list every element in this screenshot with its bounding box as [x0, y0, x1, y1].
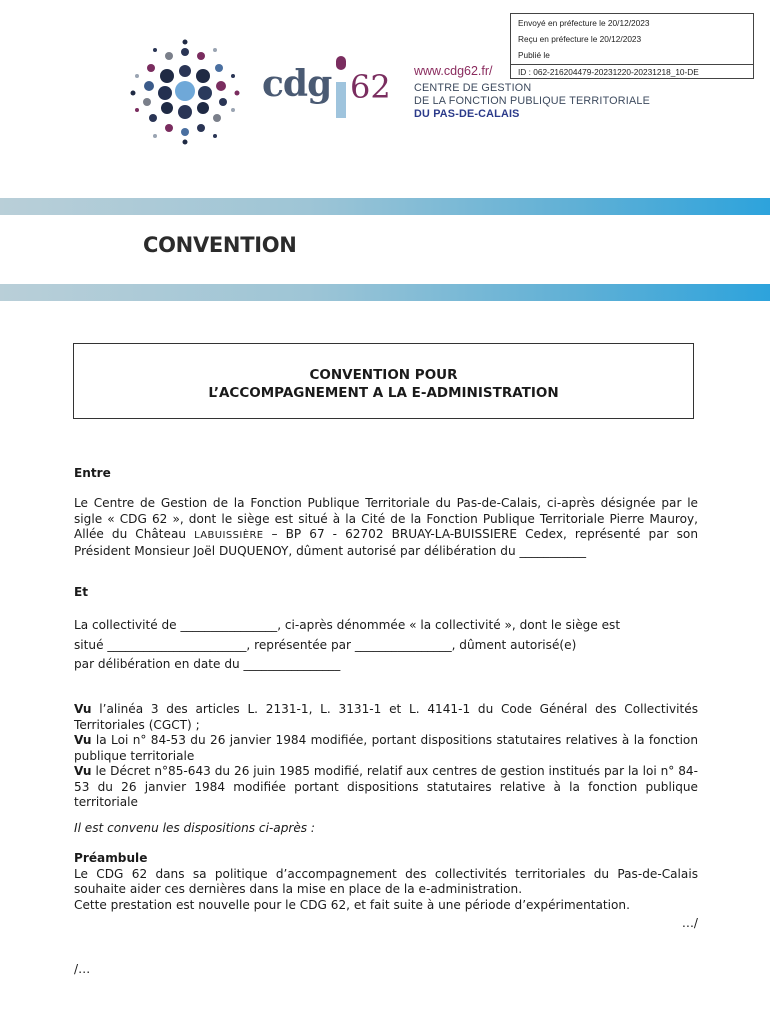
page-footer-marker: /… [74, 962, 91, 976]
preambule-section [74, 851, 698, 913]
et-label: Et [74, 585, 89, 599]
org-line-3: DU PAS-DE-CALAIS [414, 108, 520, 120]
website-link[interactable]: www.cdg62.fr/ [414, 64, 493, 78]
vu-label: Vu [74, 702, 92, 716]
header-band-bottom [0, 284, 770, 301]
preambule-text-2: Cette prestation est nouvelle pour le CDG 62, et fait suite à une période d’expérimentation. [74, 897, 630, 912]
cdg-para-part-1: Le Centre de Gestion de la Fonction Publique Territoriale du Pas-de-Calais, ci-après désignée par le sigle « CDG 62 », dont le siège est situé à la Cité de la Fonction Publique Territoriale Pierre Mauroy, Allée du Château [74, 496, 698, 541]
collectivite-line-3: par délibération en date du ________________ [74, 657, 341, 671]
prefecture-stamp [510, 13, 754, 79]
org-line-1: CENTRE DE GESTION [414, 82, 532, 94]
framed-title [73, 343, 694, 419]
framed-title-line-2: L’ACCOMPAGNEMENT A LA E-ADMINISTRATION [208, 385, 559, 401]
vu-text-1: l’alinéa 3 des articles L. 2131-1, L. 3131-1 et L. 4141-1 du Code Général des Collectivités Territoriales (CGCT) ; [74, 702, 698, 732]
collectivite-paragraph [74, 616, 698, 675]
logo-accent-bar-icon [336, 56, 346, 118]
preambule-text-1: Le CDG 62 dans sa politique d’accompagnement des collectivités territoriales du Pas-de-Calais souhaite aider ces dernières dans la mise en place de la e-administration. [74, 866, 698, 896]
continued-marker: …/ [681, 916, 698, 930]
stamp-sent: Envoyé en préfecture le 20/12/2023 [518, 18, 650, 28]
org-name [414, 82, 650, 121]
logo-wordmark: cdg [262, 63, 332, 105]
vu-label: Vu [74, 733, 92, 747]
page-title: CONVENTION [143, 233, 297, 257]
entre-label: Entre [74, 466, 111, 480]
preambule-title: Préambule [74, 851, 148, 865]
vu-item-1 [74, 702, 698, 733]
vu-label: Vu [74, 764, 92, 778]
vu-item-2 [74, 733, 698, 764]
cdg-party-paragraph [74, 496, 698, 559]
vu-text-2: la Loi n° 84-53 du 26 janvier 1984 modifiée, portant dispositions statutaires relatives à la fonction publique territoriale [74, 733, 698, 763]
logo-number: 62 [350, 68, 391, 106]
vu-item-3 [74, 764, 698, 811]
header-band-top [0, 198, 770, 215]
cdg-para-part-2: – BP 67 - 62702 BRUAY-LA-BUISSIERE Cedex, représenté par son Président Monsieur Joël DUQUENOY, dûment autorisé par délibération du ___________ [74, 527, 698, 558]
cdg-para-smallcaps: LABUISSIÈRE [194, 530, 264, 541]
vu-text-3: le Décret n°85-643 du 26 juin 1985 modifié, relatif aux centres de gestion institués par la loi n° 84-53 du 26 janvier 1984 modifiée portant dispositions statutaires relative à la fonction publique territoriale [74, 764, 698, 809]
collectivite-line-1: La collectivité de ________________, ci-après dénommée « la collectivité », dont le siège est [74, 618, 621, 632]
collectivite-line-2: situé _______________________, représentée par ________________, dûment autorisé(e) [74, 637, 577, 652]
vu-block [74, 702, 698, 811]
stamp-id: ID : 062-216204479-20231220-20231218_10-DE [518, 67, 699, 77]
convenu-line: Il est convenu les dispositions ci-après : [74, 821, 316, 835]
cdg-logo-dots-icon [125, 38, 245, 148]
org-line-2: DE LA FONCTION PUBLIQUE TERRITORIALE [414, 95, 650, 107]
stamp-received: Reçu en préfecture le 20/12/2023 [518, 34, 642, 44]
stamp-divider [511, 64, 753, 65]
stamp-published: Publié le [518, 50, 550, 60]
framed-title-line-1: CONVENTION POUR [309, 367, 458, 383]
